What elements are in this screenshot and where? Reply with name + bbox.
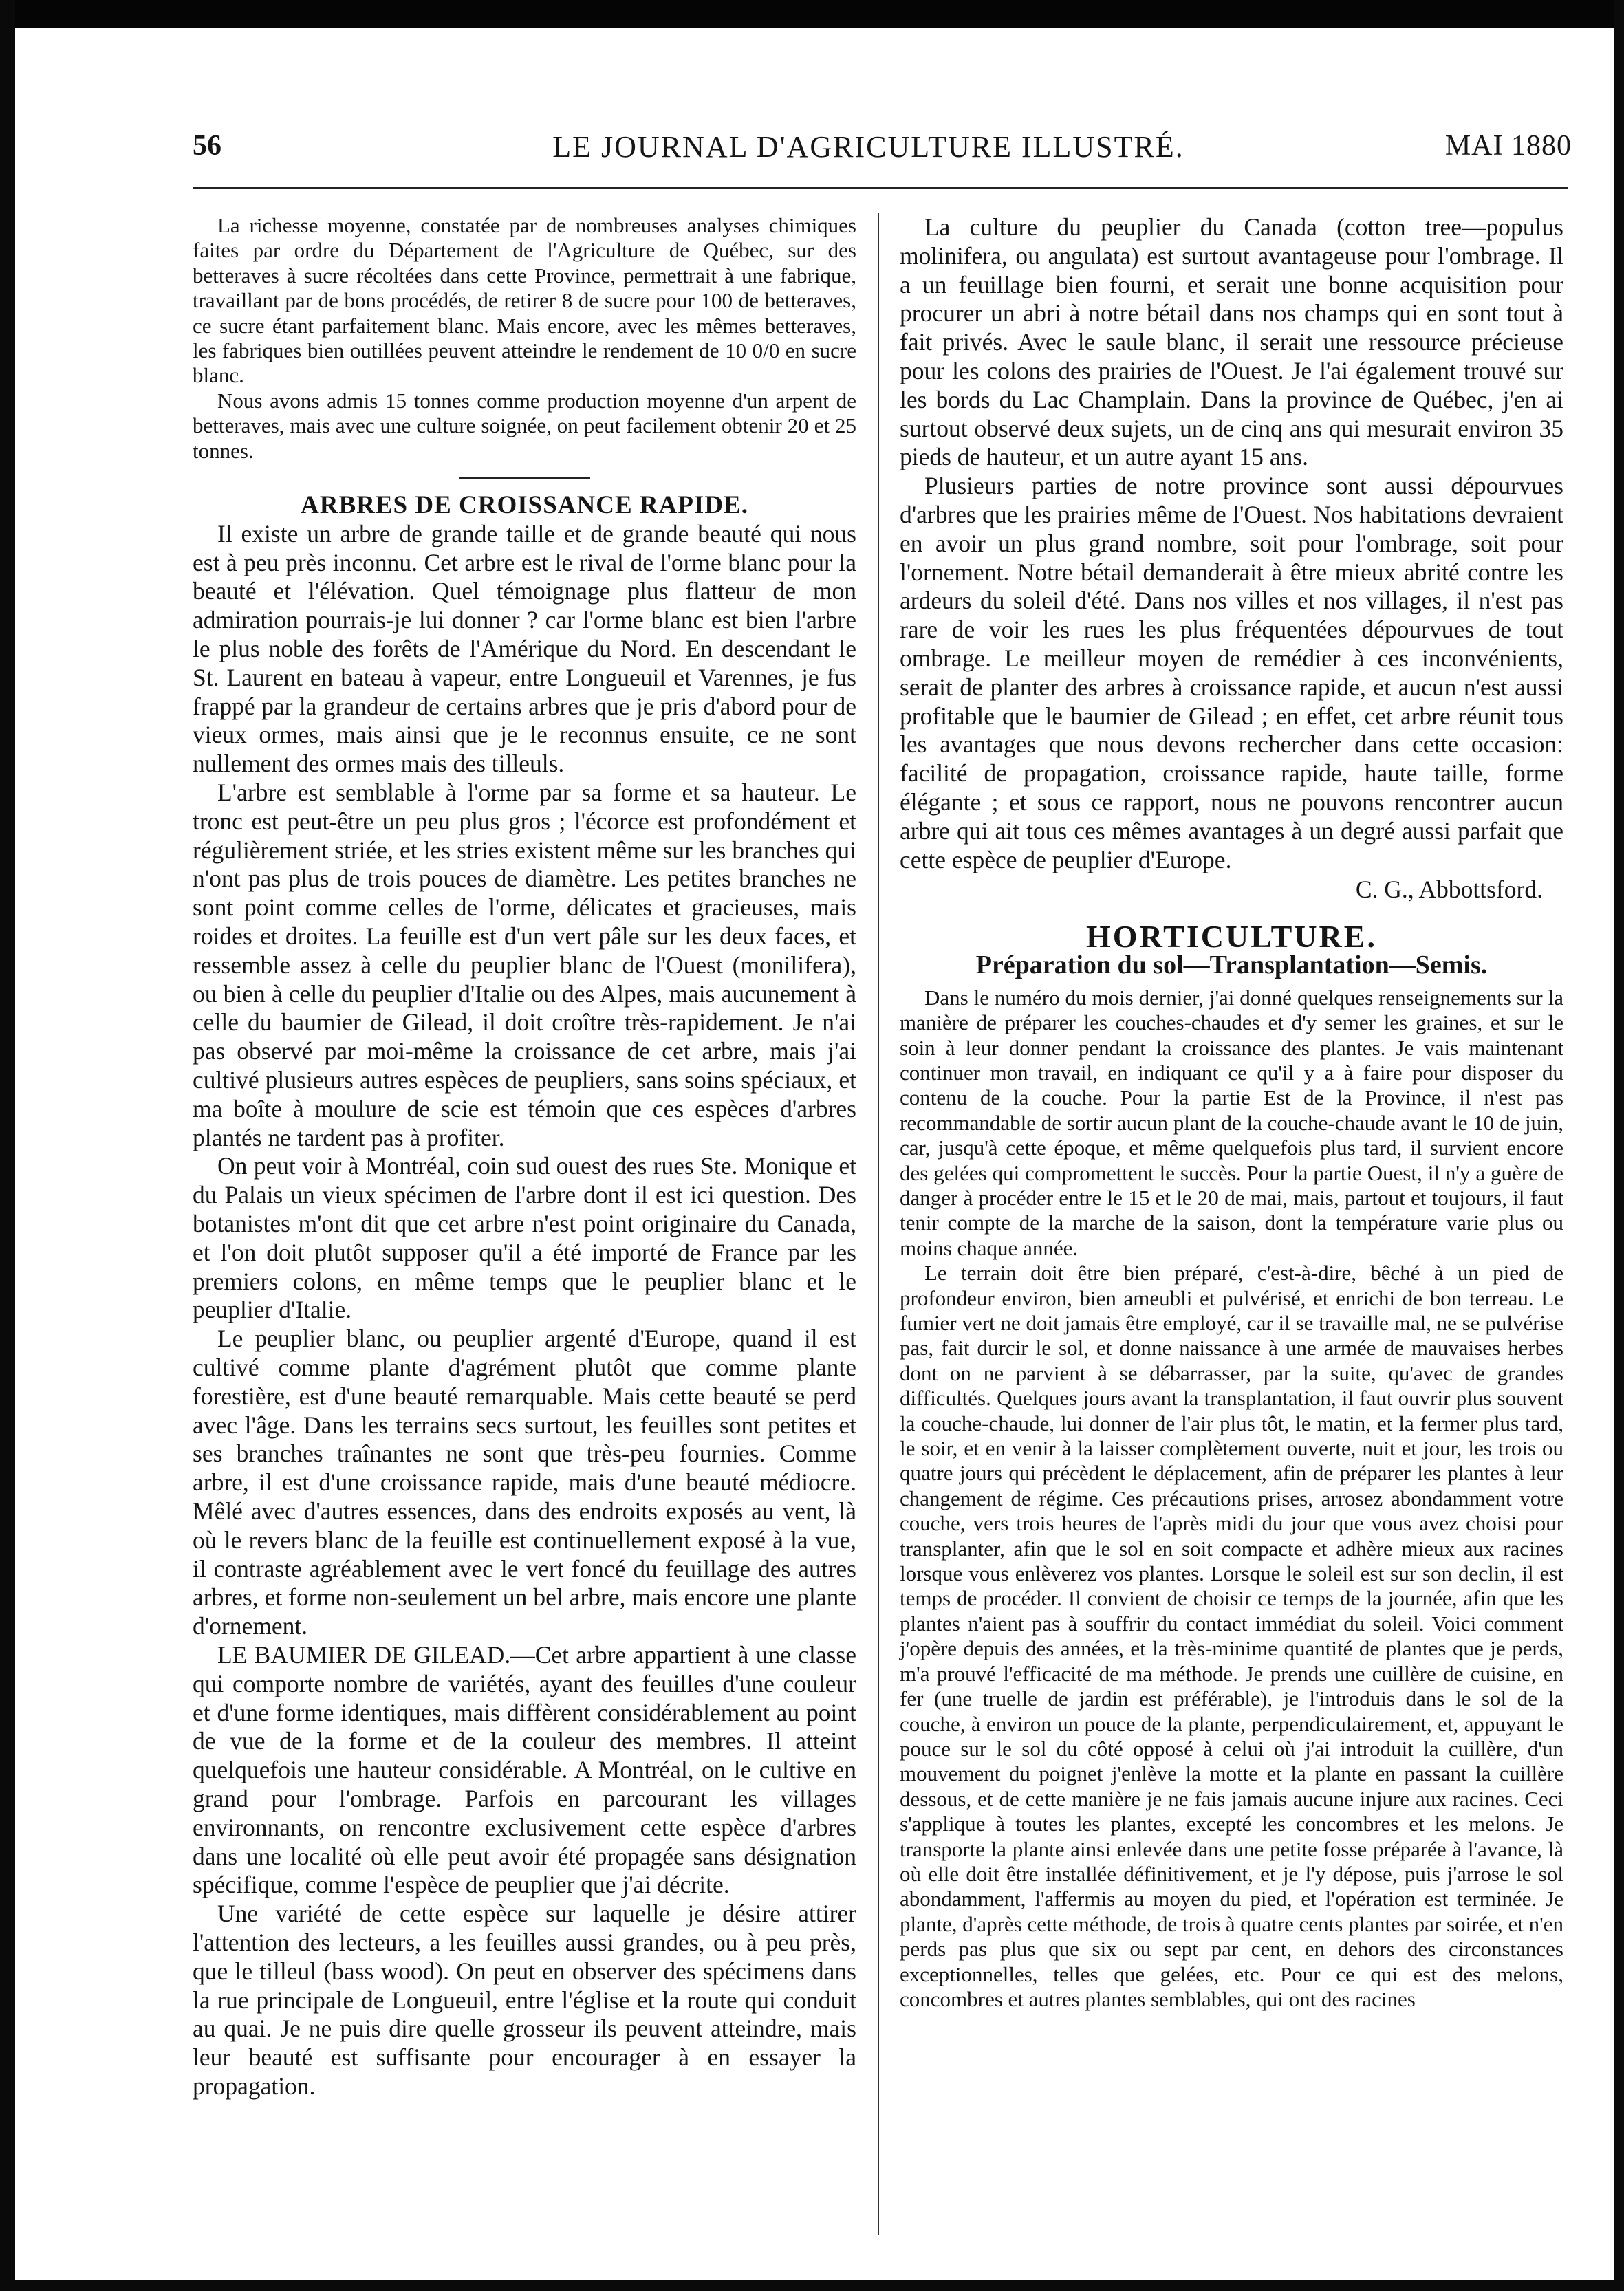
horticulture-article — [900, 986, 1563, 2012]
section-heading-horticulture: HORTICULTURE. — [1086, 919, 1377, 955]
intro-paragraph: La richesse moyenne, constatée par de nombreuses analyses chimiques faites par ordre du Département de l'Agriculture de Québec, sur des betteraves à sucre récoltées dans cette Province, permettrait à une fabrique, travaillant par de bons procédés, de retirer 8 de sucre pour 100 de betteraves, ce sucre étant parfaitement blanc. Mais encore, avec les mêmes betteraves, les fabriques bien outillées peuvent atteindre le rendement de 10 0/0 en sucre blanc. — [193, 213, 856, 388]
body-paragraph: L'arbre est semblable à l'orme par sa forme et sa hauteur. Le tronc est peut-être un peu plus gros ; l'écorce est profondément et régulièrement striée, et les stries existent même sur les branches qui n'ont pas plus de trois pouces de diamètre. Les petites branches ne sont point comme celles de l'orme, délicates et gracieuses, mais roides et droites. La feuille est d'un vert pâle sur les deux faces, et ressemble assez à celle du peuplier blanc de l'Ouest (monilifera), ou bien à celle du peuplier d'Italie ou des Alpes, mais aucunement à celle du baumier de Gilead, il doit croître très-rapidement. Je n'ai pas observé par moi-même la croissance de cet arbre, mais j'ai cultivé plusieurs autres espèces de peupliers, sans soins spéciaux, et ma boîte à moulure de scie est témoin que ces espèces d'arbres plantés ne tardent pas à profiter. — [193, 779, 856, 1151]
scan-border-left — [0, 0, 15, 2291]
section-subheading: Préparation du sol—Transplantation—Semis. — [975, 950, 1488, 979]
newspaper-page — [165, 124, 1572, 2100]
column-divider — [878, 213, 879, 2235]
body-paragraph: Le peuplier blanc, ou peuplier argenté d'Europe, quand il est cultivé comme plante d'agrément plutôt que comme plante forestière, est d'une beauté remarquable. Mais cette beauté se perd avec l'âge. Dans les terrains secs surtout, les feuilles sont petites et ses branches traînantes ne sont que très-peu fournies. Comme arbre, il est d'une croissance rapide, mais d'une beauté médiocre. Mêlé avec d'autres essences, dans des endroits exposés au vent, là où le revers blanc de la feuille est continuellement exposé à la vue, il contraste agréablement avec le vert foncé du feuillage des autres arbres, et forme non-seulement un bel arbre, mais encore une plante d'ornement. — [193, 1325, 856, 1640]
body-paragraph: Il existe un arbre de grande taille et de grande beauté qui nous est à peu près inconnu. Cet arbre est le rival de l'orme blanc pour la beauté et l'élévation. Quel témoignage plus flatteur de mon admiration pourrais-je lui donner ? car l'orme blanc est bien l'arbre le plus noble des forêts de l'Amérique du Nord. En descendant le St. Laurent en bateau à vapeur, entre Longueuil et Varennes, je fus frappé par la grandeur de certains arbres que je pris d'abord pour de vieux ormes, mais ainsi que je le reconnus ensuite, ce ne sont nullement des ormes mais des tilleuls. — [193, 519, 856, 778]
section-heading-arbres: ARBRES DE CROISSANCE RAPIDE. — [301, 491, 748, 520]
author-signature: C. G., Abbottsford. — [1355, 876, 1543, 904]
intro-paragraph: Nous avons admis 15 tonnes comme production moyenne d'un arpent de betteraves, mais avec une culture soignée, on peut facilement obtenir 20 et 25 tonnes. — [193, 388, 856, 463]
page-header — [165, 124, 1572, 172]
horticulture-paragraph: Le terrain doit être bien préparé, c'est-à-dire, bêché à un pied de profondeur environ, bien ameubli et pulvérisé, et enrichi de bon terreau. Le fumier vert ne doit jamais être employé, car il se travaille mal, ne se pulvérise pas, fait durcir le sol, et donne naissance à une armée de mauvaises herbes dont on ne parvient à se débarrasser, par la suite, qu'avec de grandes difficultés. Quelques jours avant la transplantation, il faut ouvrir plus souvent la couche-chaude, lui donner de l'air plus tôt, le matin, et la fermer plus tard, le soir, et en venir à la laisser complètement ouverte, nuit et jour, les trois ou quatre jours qui précèdent le déplacement, afin de préparer les plantes à leur changement de régime. Ces précautions prises, arrosez abondamment votre couche, vers trois heures de l'après midi du jour que vous avez choisi pour transplanter, afin que le sol en soit compacte et adhère mieux aux racines lorsque vous enlèverez vos plantes. Lorsque le soleil est sur son declin, il est temps de procéder. Il convient de choisir ce temps de la journée, afin que les plantes n'aient pas à souffrir du contact immédiat du soleil. Voici comment j'opère depuis des années, et la très-minime quantité de plantes que je perds, m'a prouvé l'efficacité de ma méthode. Je prends une cuillère de cuisine, en fer (une truelle de jardin est préférable), je l'introduis dans le sol de la couche, à environ un pouce de la plante, perpendiculairement, et, appuyant le pouce sur le sol du côté opposé à celui où j'ai introduit la cuillère, d'un mouvement du poignet j'enlève la motte et la plante en passant la cuillère dessous, et de cette manière je ne fais jamais aucune injure aux racines. Ceci s'applique à toutes les plantes, excepté les concombres et les melons. Je transporte la plante ainsi enlevée dans une petite fosse préparée à l'avance, là où elle doit être installée définitivement, et je l'y dépose, puis j'arrose le sol abondamment, l'affermis au moyen du pied, et l'opération est terminée. Je plante, d'après cette méthode, de trois à quatre cents plantes par soirée, et n'en perds pas plus que six ou sept par cent, en dehors des circonstances exceptionnelles, telles que gelées, etc. Pour ce qui est des melons, concombres et autres plantes semblables, qui ont des racines — [900, 1261, 1563, 2011]
body-paragraph: Plusieurs parties de notre province sont aussi dépourvues d'arbres que les prairies même de l'Ouest. Nos habitations devraient en avoir un plus grand nombre, soit pour l'ombrage, soit pour l'ornement. Notre bétail demanderait à être mieux abrité contre les ardeurs du soleil d'été. Dans nos villes et nos villages, il n'est pas rare de voir les rues les plus fréquentées dépourvues de tout ombrage. Le meilleur moyen de remédier à ces inconvénients, serait de planter des arbres à croissance rapide, et aucun n'est aussi profitable que le baumier de Gilead ; en effet, cet arbre réunit tous les avantages que nous devons rechercher dans cette occasion: facilité de propagation, croissance rapide, haute taille, forme élégante ; et sous ce rapport, nous ne pouvons rencontrer aucun arbre qui ait tous ces mêmes avantages à un degré aussi parfait que cette espèce de peuplier d'Europe. — [900, 472, 1563, 873]
right-column — [900, 213, 1563, 2012]
scan-border-bottom — [0, 2280, 1624, 2291]
body-paragraph: LE BAUMIER DE GILEAD.—Cet arbre appartient à une classe qui comporte nombre de variétés, ayant des feuilles d'une couleur et d'une forme identiques, mais diffèrent considérablement au point de vue de la forme et de la couleur des membres. Il atteint quelquefois une hauteur considérable. A Montréal, on le cultive en grand pour l'ombrage. Parfois en parcourant les villages environnants, on rencontre exclusivement cette espèce d'arbres dans une localité où elle peut avoir été propagée sans désignation spécifique, comme l'espèce de peuplier que j'ai décrite. — [193, 1640, 856, 1899]
body-paragraph: La culture du peuplier du Canada (cotton tree—populus molinifera, ou angulata) est surtout avantageuse pour l'ombrage. Il a un feuillage bien fourni, et serait une bonne acquisition pour procurer un abri à notre bétail dans nos champs qui en sont tout à fait privés. Avec le saule blanc, il serait une ressource précieuse pour les colons des prairies de l'Ouest. Je l'ai également trouvé sur les bords du Lac Champlain. Dans la province de Québec, j'en ai surtout observé deux sujets, un de cinq ans qui mesurait environ 35 pieds de hauteur, et un autre ayant 15 ans. — [900, 213, 1563, 471]
page-number: 56 — [193, 130, 221, 162]
scan-border-right — [1614, 0, 1624, 2291]
scan-border-top — [0, 0, 1624, 28]
left-column — [193, 213, 856, 2101]
journal-title: LE JOURNAL D'AGRICULTURE ILLUSTRÉ. — [552, 130, 1184, 164]
article-columns — [193, 213, 1568, 2235]
body-paragraph: On peut voir à Montréal, coin sud ouest des rues Ste. Monique et du Palais un vieux spécimen de l'arbre dont il est ici question. Des botanistes m'ont dit que cet arbre n'est point originaire du Canada, et l'on doit plutôt supposer qu'il a été importé de France par les premiers colons, en même temps que le peuplier blanc et le peuplier d'Italie. — [193, 1152, 856, 1324]
header-rule — [193, 187, 1568, 189]
issue-date: MAI 1880 — [1444, 130, 1572, 162]
body-paragraph: Une variété de cette espèce sur laquelle je désire attirer l'attention des lecteurs, a les feuilles aussi grandes, ou à peu près, que le tilleul (bass wood). On peut en observer des spécimens dans la rue principale de Longueuil, entre l'église et la route qui conduit au quai. Je ne puis dire quelle grosseur ils peuvent atteindre, mais leur beauté est suffisante pour encourager à en essayer la propagation. — [193, 1900, 856, 2100]
beet-sugar-note — [193, 213, 856, 464]
horticulture-paragraph: Dans le numéro du mois dernier, j'ai donné quelques renseignements sur la manière de préparer les couches-chaudes et d'y semer les graines, et sur le soin à leur donner pendant la croissance des plantes. Je vais maintenant continuer mon travail, en indiquant ce qu'il y a à faire pour disposer du contenu de la couche. Pour la partie Est de la Province, il n'est pas recommandable de sortir aucun plant de la couche-chaude avant le 10 de juin, car, jusqu'à cette époque, et même quelquefois plus tard, il survient encore des gelées qui compromettent le succès. Pour la partie Ouest, il n'y a guère de danger à procéder entre le 15 et le 20 de mai, mais, partout et toujours, il faut tenir compte de la marche de la saison, dont la température varie plus ou moins chaque année. — [900, 985, 1563, 1260]
section-separator — [459, 477, 590, 479]
